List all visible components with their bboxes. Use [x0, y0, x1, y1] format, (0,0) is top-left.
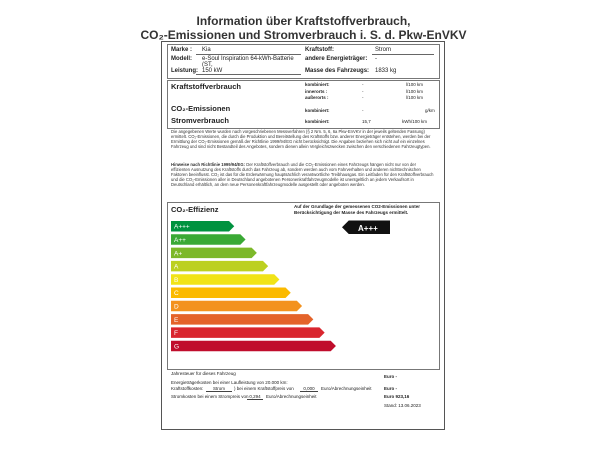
power-cost-label: Stromkosten bei einem Strompreis von: [171, 394, 249, 399]
efficiency-class-c-bar: [171, 288, 291, 299]
fuel-extraurban-label: außerorts :: [305, 95, 329, 100]
annual-tax-value: Euro -: [384, 374, 397, 379]
efficiency-class-f-bar: [171, 327, 325, 338]
efficiency-class-d-label: D: [174, 303, 179, 311]
power-combined-unit: kWh/100 km: [402, 119, 428, 124]
masse-value: 1833 kg: [375, 68, 397, 74]
modell-label: Modell:: [171, 56, 192, 62]
efficiency-class-e-bar: [171, 314, 313, 325]
fuel-urban-unit: l/100 km: [406, 89, 424, 94]
annual-tax-label: Jahresteuer für dieses Fahrzeug: [171, 371, 236, 376]
andere-energietraeger-value: -: [375, 56, 377, 62]
power-price-field: 0,294: [247, 394, 263, 400]
kraftstoff-value: Strom: [375, 47, 392, 53]
directive-note-heading: Hinweise nach Richtlinie 1999/94/EG:: [171, 162, 246, 167]
efficiency-class-g-bar: [171, 341, 336, 352]
modell-value-line2: (ST,: [202, 62, 213, 68]
fuel-cost-label: Kraftstoffkosten:: [171, 386, 204, 391]
label-title-line2: CO₂-Emissionen und Stromverbrauch i. S. d. Pkw-EnVKV: [140, 28, 467, 42]
label-date: Stand: 13.06.2023: [384, 403, 421, 408]
directive-note-text: Der Kraftstoffverbrauch und die CO₂-Emissionen eines Fahrzeugs hängen nicht nur von der effizienten Ausnutzung des Kraftstoffs durch das Fahrzeug ab, sondern werden auch vom Fahrverhalten und anderen nichttechnischen Faktoren beeinflusst. CO₂ ist das für die Erderwärmung hauptsächlich verantwortliche Treibhausgas. Ein Leitfaden für den Kraftstoffverbrauch und die CO₂-Emissionen aller in Deutschland angebotenen Personenkraftfahrzeugmodelle ist unentgeltlich an jedem Verkaufsort in Deutschland erhältlich, an dem neue Personenkraftfahrzeugmodelle ausgestellt oder angeboten werden.: [171, 162, 434, 188]
fuel-urban-value: -: [362, 89, 364, 94]
kraftstoff-label: Kraftstoff:: [305, 47, 334, 53]
efficiency-class-a-bar: [171, 261, 268, 272]
current-class-label: A+++: [358, 224, 378, 233]
efficiency-class-ap-bar: [171, 248, 257, 259]
efficiency-class-f-label: F: [174, 330, 178, 338]
efficiency-class-app-label: A++: [174, 237, 186, 244]
fuel-type-field: Strom: [206, 386, 232, 392]
energy-cost-label: Energieträgerkosten bei einer Laufleistung von 20.000 km:: [171, 380, 288, 385]
efficiency-class-d-bar: [171, 301, 302, 312]
fuel-extraurban-unit: l/100 km: [406, 95, 424, 100]
stromverbrauch-heading: Stromverbrauch: [171, 116, 229, 125]
andere-energietraeger-label: andere Energieträger:: [305, 56, 368, 62]
efficiency-class-b-label: B: [174, 276, 179, 284]
efficiency-basis-line2: Berücksichtigung der Masse des Fahrzeugs ermittelt.: [294, 210, 409, 215]
kraftstoffverbrauch-heading: Kraftstoffverbrauch: [171, 82, 242, 91]
efficiency-class-appp-label: A+++: [174, 223, 190, 231]
marke-value: Kia: [202, 47, 211, 53]
co2-combined-value: -: [362, 108, 364, 113]
fuel-cost-value: Euro -: [384, 386, 397, 391]
fuel-combined-value: -: [362, 82, 364, 87]
efficiency-class-ap-label: A+: [174, 250, 183, 258]
fuel-extraurban-value: -: [362, 95, 364, 100]
fuel-urban-label: innerorts :: [305, 89, 328, 94]
label-title-line1: Information über Kraftstoffverbrauch,: [196, 14, 411, 28]
efficiency-class-b-bar: [171, 274, 279, 285]
efficiency-class-a-label: A: [174, 263, 179, 271]
power-combined-value: 15,7: [362, 119, 371, 124]
fuel-combined-label: kombiniert:: [305, 82, 330, 87]
leistung-label: Leistung:: [171, 68, 198, 74]
co2-efficiency-heading: CO₂-Effizienz: [171, 205, 219, 214]
power-combined-label: kombiniert:: [305, 119, 330, 124]
power-cost-value: Euro 923,16: [384, 394, 410, 399]
marke-label: Marke :: [171, 47, 193, 53]
leistung-value: 150 kW: [202, 68, 223, 74]
fuel-price-unit: Euro/Abrechnungseinheit: [321, 386, 372, 391]
co2-combined-unit: g/km: [425, 108, 435, 113]
masse-label: Masse des Fahrzeugs:: [305, 68, 370, 74]
fuel-price-field: 0,000: [300, 386, 318, 392]
co2-emissions-heading: CO₂-Emissionen: [171, 104, 231, 113]
fuel-price-label: ) bei einem Kraftstoffpreis von: [234, 386, 294, 391]
efficiency-class-e-label: E: [174, 316, 179, 324]
fuel-combined-unit: l/100 km: [406, 82, 424, 87]
efficiency-class-c-label: C: [174, 290, 179, 298]
measurement-note: Die angegebenen Werte wurden nach vorgeschriebenen Messverfahren (§ 2 Nrn. 5, 6, 6a Pkw-EnVKV in der jeweils geltenden Fassung) ermittelt. CO₂-Emissionen, die durch die Produktion und Bereitstellung des Kraftstoffs bzw. anderer Energieträger entstehen, werden bei der Ermittlung der CO₂-Emissionen gemäß der Richtlinie 1999/94/EG nicht berücksichtigt. Die Angaben beziehen sich nicht auf ein einzelnes Fahrzeug und sind nicht Bestandteil des Angebotes, sondern dienen allein Vergleichszwecken zwischen den verschiedenen Fahrzeugtypen.: [171, 129, 431, 150]
co2-combined-label: kombiniert:: [305, 108, 330, 113]
efficiency-basis-line1: Auf der Grundlage der gemessenen CO2-Emissionen unter: [294, 204, 421, 209]
modell-value: e-Soul Inspiration 64-kWh-Batterie: [202, 56, 294, 62]
power-price-unit: Euro/Abrechnungseinheit: [266, 394, 317, 399]
efficiency-class-g-label: G: [174, 343, 180, 351]
